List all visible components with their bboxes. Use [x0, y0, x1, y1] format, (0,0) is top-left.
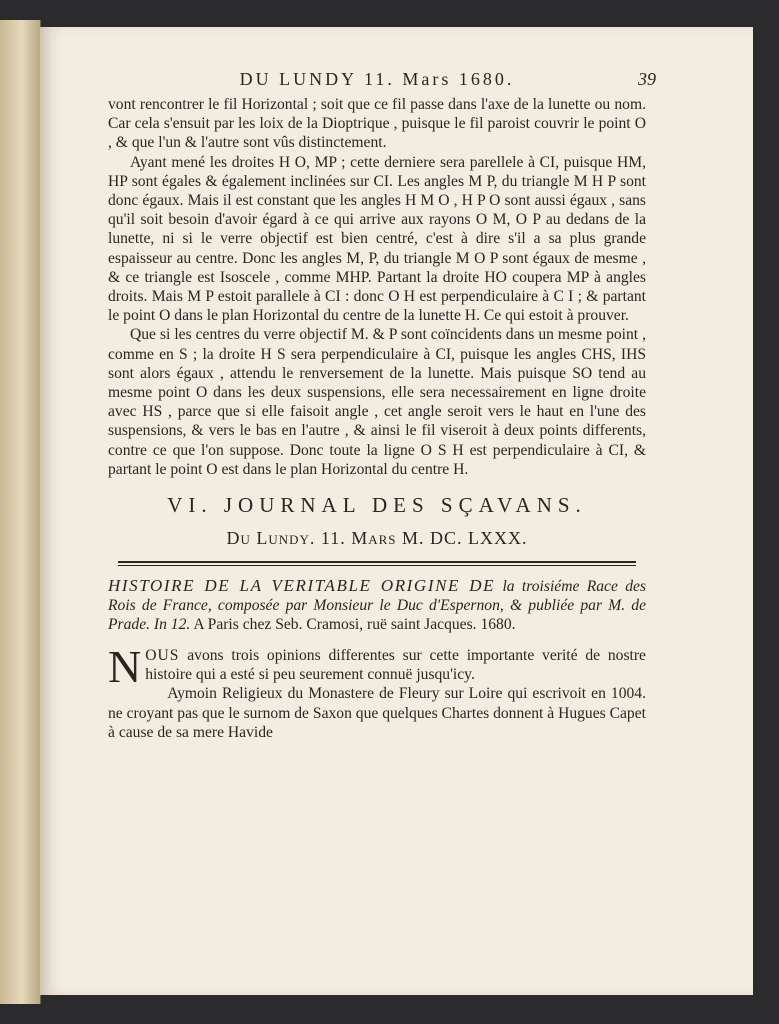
- article-imprint: A Paris chez Seb. Cramosi, ruë saint Jacques. 1680.: [193, 616, 516, 634]
- paragraph-2: Ayant mené les droites H O, MP ; cette derniere sera parellele à CI, puisque HM, HP sont égales & également inclinées sur CI. Les angles M P, du triangle M H P sont donc égaux. Mais il est constant que les angles H M O , H P O sont aussi égaux , sans qu'il soit besoin d'avoir égard à ce qui arrive aux rayons O M, O P au dedans de la lunette, ni si le verre objectif est bien centré, c'est à dire s'il a sa plus grande espaisseur au centre. Donc les angles M, P, du triangle M O P sont égaux de mesme , & ce triangle est Isoscele , comme MHP. Partant la droite HO coupera MP à angles droits. Mais M P estoit parallele à CI : donc O H est perpendiculaire à C I ; & partant le point O dans le plan Horizontal du centre de la lunette H. Ce qui estoit à prouver.: [108, 153, 646, 325]
- journal-title: VI. JOURNAL DES SÇAVANS.: [167, 493, 587, 518]
- journal-date: Du Lundy. 11. Mars M. DC. LXXX.: [226, 528, 528, 549]
- section-rule: [118, 561, 636, 566]
- paragraph-3: Que si les centres du verre objectif M. & P sont coïncidents dans un mesme point , comme en S ; la droite H S sera perpendiculaire à CI, puisque les angles CHS, IHS sont alors égaux , attendu le renversement de la lunette. Mais puisque SO tend au mesme point O dans les deux suspensions, elle sera necessairement en ligne droite avec HS , parce que si elle faisoit angle , cet angle seroit vers le haut en l'une des suspensions, & vers le bas en l'autre , & ainsi le fil viseroit à deux points differents, contre ce que l'on suppose. Donc toute la ligne O S H est perpendiculaire à CI, & partant le point O est dans le plan Horizontal du centre H.: [108, 326, 646, 478]
- running-head-title: DU LUNDY 11. Mars 1680.: [239, 69, 515, 89]
- first-word: OUS: [145, 647, 180, 665]
- running-head: [108, 69, 656, 95]
- article-body-continued: [108, 95, 646, 479]
- article-subtitle: la troisiéme Race des Rois de France, composée par Monsieur le Duc d'Espernon, & publiée par M. de Prade. In 12.: [108, 578, 646, 634]
- article-title: HISTOIRE DE LA VERITABLE ORIGINE DE: [108, 576, 496, 596]
- article-paragraph-2: Aymoin Religieux du Monastere de Fleury sur Loire qui escrivoit en 1004. ne croyant pas que le surnom de Saxon que quelques Chartes donnent à Hugues Capet à cause de sa mere Havide: [108, 685, 646, 741]
- article-paragraph-1-text: avons trois opinions differentes sur cette importante verité de nostre histoire qui a esté si peu seurement connuë jusqu'icy.: [145, 647, 646, 684]
- page-number: 39: [638, 69, 656, 89]
- paragraph-1: vont rencontrer le fil Horizontal ; soit que ce fil passe dans l'axe de la lunette ou nom. Car cela s'ensuit par les loix de la Dioptrique , puisque le fil paroist couvrir le point O , & que l'un & l'autre sont vûs distinctement.: [108, 96, 646, 152]
- page-content: [108, 69, 656, 742]
- drop-cap: N: [108, 641, 142, 693]
- book-page: [40, 27, 753, 995]
- article-heading: [108, 576, 646, 634]
- article-body: [108, 641, 646, 742]
- book-spine-left-page: [0, 20, 41, 1004]
- article-paragraph-1: [108, 641, 646, 693]
